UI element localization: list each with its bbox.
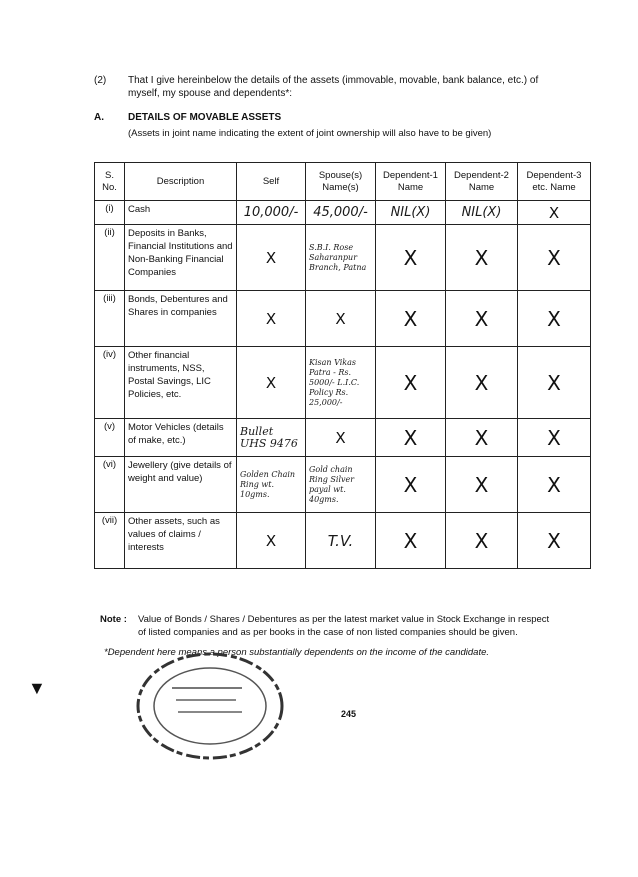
row-number: (i): [95, 201, 125, 225]
dependent-3-value: X: [518, 513, 591, 569]
dependent-2-value: X: [446, 419, 518, 457]
dependent-2-value: NIL(X): [446, 201, 518, 225]
spouse-value: S.B.I. Rose Saharanpur Branch, Patna: [306, 225, 376, 291]
row-description: Jewellery (give details of weight and value): [125, 457, 237, 513]
dependent-3-value: X: [518, 291, 591, 347]
dependent-1-value: X: [376, 347, 446, 419]
table-row: [95, 457, 591, 513]
dependent-3-value: X: [518, 419, 591, 457]
intro-line-1: That I give hereinbelow the details of the assets (immovable, movable, bank balance, etc.) of: [128, 75, 539, 86]
dependent-3-value: X: [518, 201, 591, 225]
note-label: Note :: [100, 614, 127, 625]
dependent-3-value: X: [518, 347, 591, 419]
row-number: (iv): [95, 347, 125, 419]
row-number: (iii): [95, 291, 125, 347]
page-number: 245: [341, 709, 357, 719]
header-description: Description: [125, 163, 237, 201]
spouse-value: 45,000/-: [306, 201, 376, 225]
self-value: X: [237, 347, 306, 419]
row-description: Motor Vehicles (details of make, etc.): [125, 419, 237, 457]
table-row: [95, 347, 591, 419]
note-line-2: of listed companies and as per books in the case of non listed companies should be given.: [138, 627, 518, 638]
spouse-value: Gold chain Ring Silver payal wt. 40gms.: [306, 457, 376, 513]
official-seal: [132, 648, 292, 768]
dependent-1-value: X: [376, 419, 446, 457]
dependent-1-value: X: [376, 513, 446, 569]
row-description: Deposits in Banks, Financial Institutions and Non-Banking Financial Companies: [125, 225, 237, 291]
movable-assets-table: [94, 162, 591, 569]
table-row: [95, 513, 591, 569]
dependent-1-value: X: [376, 457, 446, 513]
row-description: Other financial instruments, NSS, Postal Savings, LIC Policies, etc.: [125, 347, 237, 419]
self-value: X: [237, 291, 306, 347]
dependent-2-value: X: [446, 513, 518, 569]
section-letter: A.: [94, 112, 104, 123]
dependent-3-value: X: [518, 225, 591, 291]
section-title: DETAILS OF MOVABLE ASSETS: [128, 112, 282, 123]
seal-icon: [132, 648, 292, 768]
header-spouse: Spouse(s) Name(s): [306, 163, 376, 201]
row-number: (ii): [95, 225, 125, 291]
item-number: (2): [94, 75, 107, 86]
row-description: Other assets, such as values of claims / interests: [125, 513, 237, 569]
spouse-value: X: [306, 291, 376, 347]
table-row: [95, 291, 591, 347]
margin-mark: ▼: [28, 678, 46, 698]
dependent-2-value: X: [446, 457, 518, 513]
spouse-value: Kisan Vikas Patra - Rs. 5000/- L.I.C. Policy Rs. 25,000/-: [306, 347, 376, 419]
row-description: Bonds, Debentures and Shares in companies: [125, 291, 237, 347]
dependent-2-value: X: [446, 225, 518, 291]
row-description: Cash: [125, 201, 237, 225]
note-line-1: Value of Bonds / Shares / Debentures as per the latest market value in Stock Exchange in respect: [138, 614, 550, 625]
self-value: Golden Chain Ring wt. 10gms.: [237, 457, 306, 513]
dependent-3-value: X: [518, 457, 591, 513]
self-value: 10,000/-: [237, 201, 306, 225]
table-row: [95, 201, 591, 225]
dependent-1-value: X: [376, 291, 446, 347]
intro-text: [128, 74, 598, 100]
dependent-1-value: NIL(X): [376, 201, 446, 225]
intro-line-2: myself, my spouse and dependents*:: [128, 88, 292, 99]
self-value: X: [237, 225, 306, 291]
table-header-row: [95, 163, 591, 201]
dependent-1-value: X: [376, 225, 446, 291]
spouse-value: T.V.: [306, 513, 376, 569]
header-self: Self: [237, 163, 306, 201]
table-row: [95, 225, 591, 291]
table-row: [95, 419, 591, 457]
header-dependent-3: Dependent-3 etc. Name: [518, 163, 591, 201]
header-dependent-2: Dependent-2 Name: [446, 163, 518, 201]
spouse-value: X: [306, 419, 376, 457]
note-text: [138, 613, 598, 639]
header-sno: S. No.: [95, 163, 125, 201]
self-value: X: [237, 513, 306, 569]
dependent-footnote: *Dependent here means a person substantially dependents on the income of the candidate.: [104, 647, 490, 658]
self-value: Bullet UHS 9476: [237, 419, 306, 457]
row-number: (v): [95, 419, 125, 457]
dependent-2-value: X: [446, 291, 518, 347]
dependent-2-value: X: [446, 347, 518, 419]
section-subtitle: (Assets in joint name indicating the extent of joint ownership will also have to be given): [128, 128, 492, 139]
row-number: (vii): [95, 513, 125, 569]
header-dependent-1: Dependent-1 Name: [376, 163, 446, 201]
row-number: (vi): [95, 457, 125, 513]
